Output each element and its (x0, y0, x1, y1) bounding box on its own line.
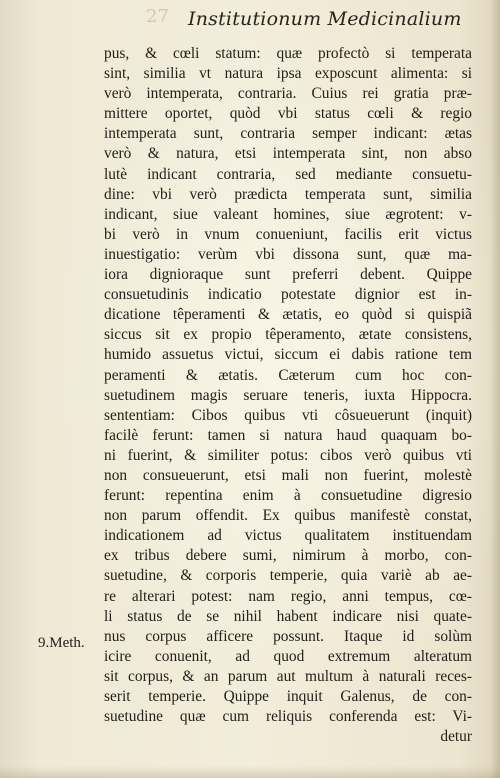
text-line: verò & natura, etsi intemperata sint, non abso (104, 145, 472, 163)
text-line: lutè indicant contraria, sed mediante consuetu- (104, 165, 472, 183)
text-line: consuetudinis indicatio potestate dignior est in- (104, 286, 472, 304)
text-line: suetudine, & corporis temperie, quia variè ab ae- (104, 567, 472, 585)
body-text (104, 44, 472, 747)
page-edge-shadow-bottom (0, 766, 500, 778)
text-line: peramenti & ætatis. Cæterum cum hoc con- (104, 366, 472, 384)
text-line: mittere oportet, quòd vbi status cœli & regio (104, 105, 472, 123)
text-line: siccus sit ex propio têperamento, ætate consistens, (104, 326, 472, 344)
text-line: sit corpus, & an parum aut multum à naturali reces- (104, 667, 472, 685)
text-line: inuestigatio: verùm vbi dissona sunt, quæ ma- (104, 245, 472, 263)
text-line: non parum offendit. Ex quibus manifestè constat, (104, 507, 472, 525)
text-line: ex tribus debere sumi, nimirum à morbo, con- (104, 547, 472, 565)
text-line: intemperata sunt, contraria semper indicant: ætas (104, 125, 472, 143)
text-line: dine: vbi verò prædicta temperata sunt, similia (104, 185, 472, 203)
text-line: suetudine quæ cum reliquis conferenda est: Vi- (104, 708, 472, 726)
text-line: iora dignioraque sunt preferri debent. Quippe (104, 266, 472, 284)
text-line: re alterari potest: nam regio, anni tempus, cœ- (104, 587, 472, 605)
text-line: suetudinem magis seruare teneris, iuxta Hippocra. (104, 386, 472, 404)
text-line: ni fuerint, & similiter potus: cibos verò quibus vti (104, 446, 472, 464)
text-line: indicant, siue valeant homines, siue ægrotent: v- (104, 205, 472, 223)
text-line: non consueuerunt, etsi mali non fuerint, molestè (104, 466, 472, 484)
text-line: serit temperie. Quippe inquit Galenus, de con- (104, 688, 472, 705)
text-line: ferunt: repentina enim à consuetudine digresio (104, 487, 472, 505)
text-line: dicatione têperamenti & ætatis, eo quòd si quispiã (104, 306, 472, 324)
bleed-through-mark: 27 (146, 6, 169, 27)
text-line: sint, similia vt natura ipsa exposcunt alimenta: si (104, 65, 472, 83)
text-line: verò intemperata, contraria. Cuius rei gratia præ- (104, 85, 472, 103)
text-line: icire conuenit, ad quod extremum alteratum (104, 647, 472, 665)
text-line: facilè ferunt: tamen si natura haud quaquam bo- (104, 426, 472, 444)
text-line: bi verò in vnum conueniunt, facilis erit victus (104, 225, 472, 243)
text-line: sententiam: Cibos quibus vti côsueuerunt (inquit) (104, 406, 472, 424)
text-line: indicationem ad victus qualitatem instituendam (104, 527, 472, 545)
running-head: Institutionum Medicinalium (188, 8, 462, 30)
text-line: li status de se nihil habent indicare nisi quate- (104, 607, 472, 625)
text-line: pus, & cœli statum: quæ profectò si temperata (104, 45, 472, 62)
text-line: nus corpus afficere possunt. Itaque id solùm (104, 627, 472, 645)
catchword: detur (440, 728, 472, 746)
margin-note: 9.Meth. (38, 635, 85, 651)
page-edge-shadow-right (490, 0, 500, 778)
text-line: humido assuetus victui, siccum ei dabis ratione tem (104, 346, 472, 364)
